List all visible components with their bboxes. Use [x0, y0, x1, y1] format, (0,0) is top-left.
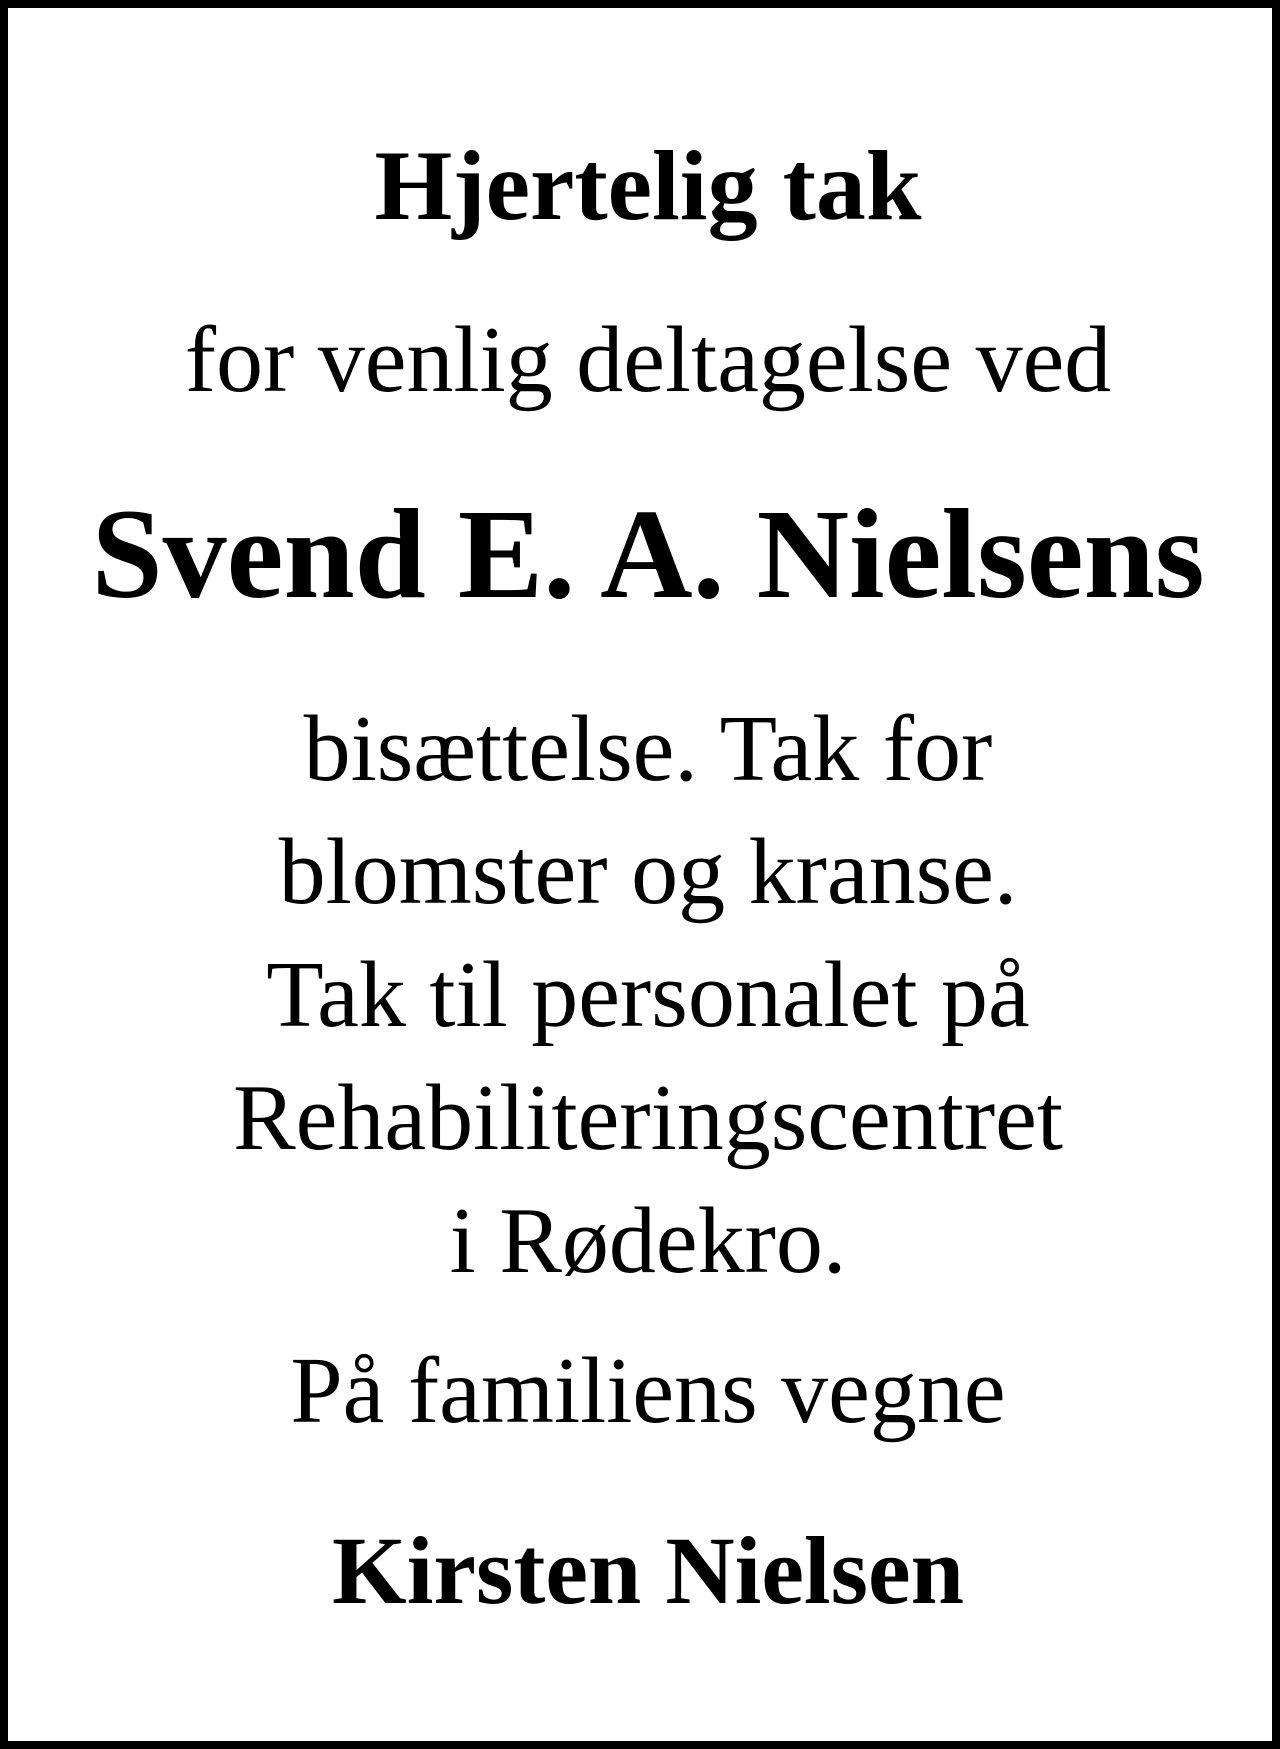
body-line: bisættelse. Tak for	[303, 697, 993, 801]
signer-name: Kirsten Nielsen	[332, 1517, 964, 1624]
body-line: Tak til personalet på	[266, 943, 1030, 1047]
notice-intro: for venlig deltagelse ved	[184, 308, 1112, 412]
body-line: i Rødekro.	[449, 1189, 847, 1293]
body-line: blomster og kranse.	[278, 820, 1018, 924]
notice-body	[8, 688, 1280, 1303]
notice-heading: Hjertelig tak	[374, 130, 922, 241]
sign-off-line: På familiens vegne	[290, 1339, 1006, 1443]
body-line: Rehabiliteringscentret	[232, 1066, 1064, 1170]
deceased-name: Svend E. A. Nielsens	[91, 483, 1205, 625]
